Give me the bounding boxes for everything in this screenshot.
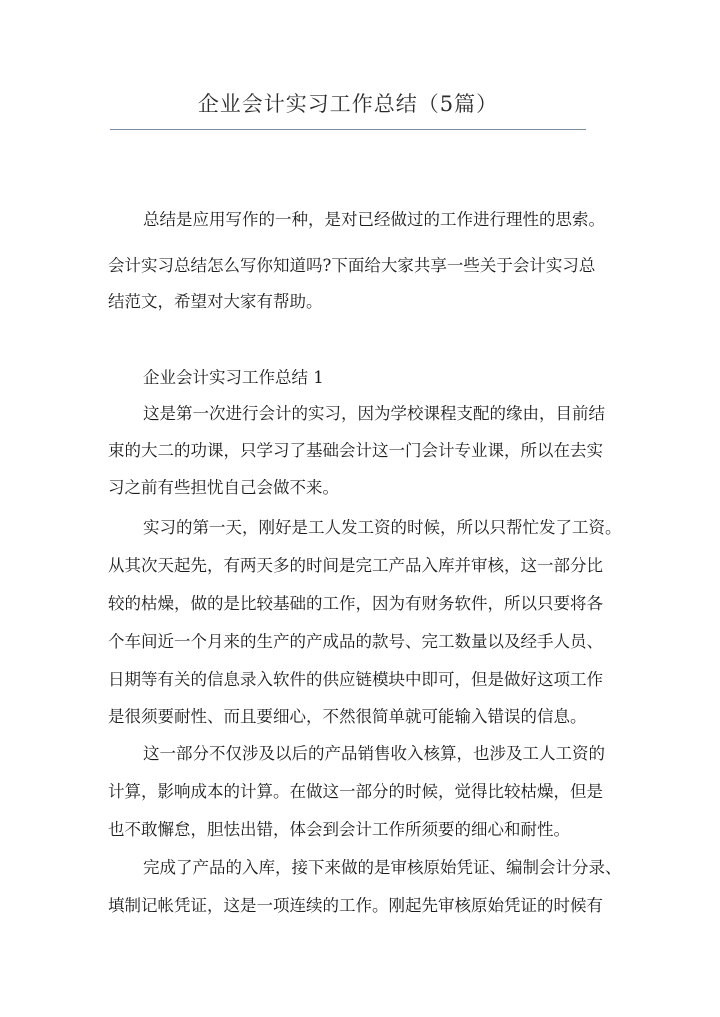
document-title: 企业会计实习工作总结（5篇） — [197, 92, 499, 116]
body-line: 完成了产品的入库，接下来做的是审核原始凭证、编制会计分录、 — [143, 858, 622, 877]
section-heading: 企业会计实习工作总结 1 — [143, 368, 324, 387]
intro-line: 总结是应用写作的一种，是对已经做过的工作进行理性的思索。 — [143, 210, 605, 229]
intro-line: 结范文，希望对大家有帮助。 — [108, 292, 323, 311]
body-line: 是很须要耐性、而且要细心，不然很简单就可能输入错误的信息。 — [108, 707, 587, 726]
body-line: 从其次天起先，有两天多的时间是完工产品入库并审核，这一部分比 — [108, 556, 603, 575]
body-line: 束的大二的功课，只学习了基础会计这一门会计专业课，所以在去实 — [108, 441, 603, 460]
body-line: 日期等有关的信息录入软件的供应链模块中即可，但是做好这项工作 — [108, 670, 603, 689]
body-line: 这是第一次进行会计的实习，因为学校课程支配的缘由，目前结 — [143, 404, 605, 423]
body-line: 较的枯燥，做的是比较基础的工作，因为有财务软件，所以只要将各 — [108, 594, 603, 613]
body-line: 实习的第一天，刚好是工人发工资的时候，所以只帮忙发了工资。 — [143, 518, 622, 537]
body-line: 这一部分不仅涉及以后的产品销售收入核算，也涉及工人工资的 — [143, 744, 605, 763]
body-line: 计算，影响成本的计算。在做这一部分的时候，觉得比较枯燥，但是 — [108, 782, 603, 801]
title-divider — [110, 129, 586, 130]
intro-line: 会计实习总结怎么写你知道吗?下面给大家共享一些关于会计实习总 — [108, 256, 596, 275]
body-line: 个车间近一个月来的生产的产成品的款号、完工数量以及经手人员、 — [108, 632, 603, 651]
body-line: 填制记帐凭证，这是一项连续的工作。刚起先审核原始凭证的时候有 — [108, 896, 603, 915]
body-line: 习之前有些担忧自己会做不来。 — [108, 478, 339, 497]
body-line: 也不敢懈怠，胆怯出错，体会到会计工作所须要的细心和耐性。 — [108, 820, 570, 839]
